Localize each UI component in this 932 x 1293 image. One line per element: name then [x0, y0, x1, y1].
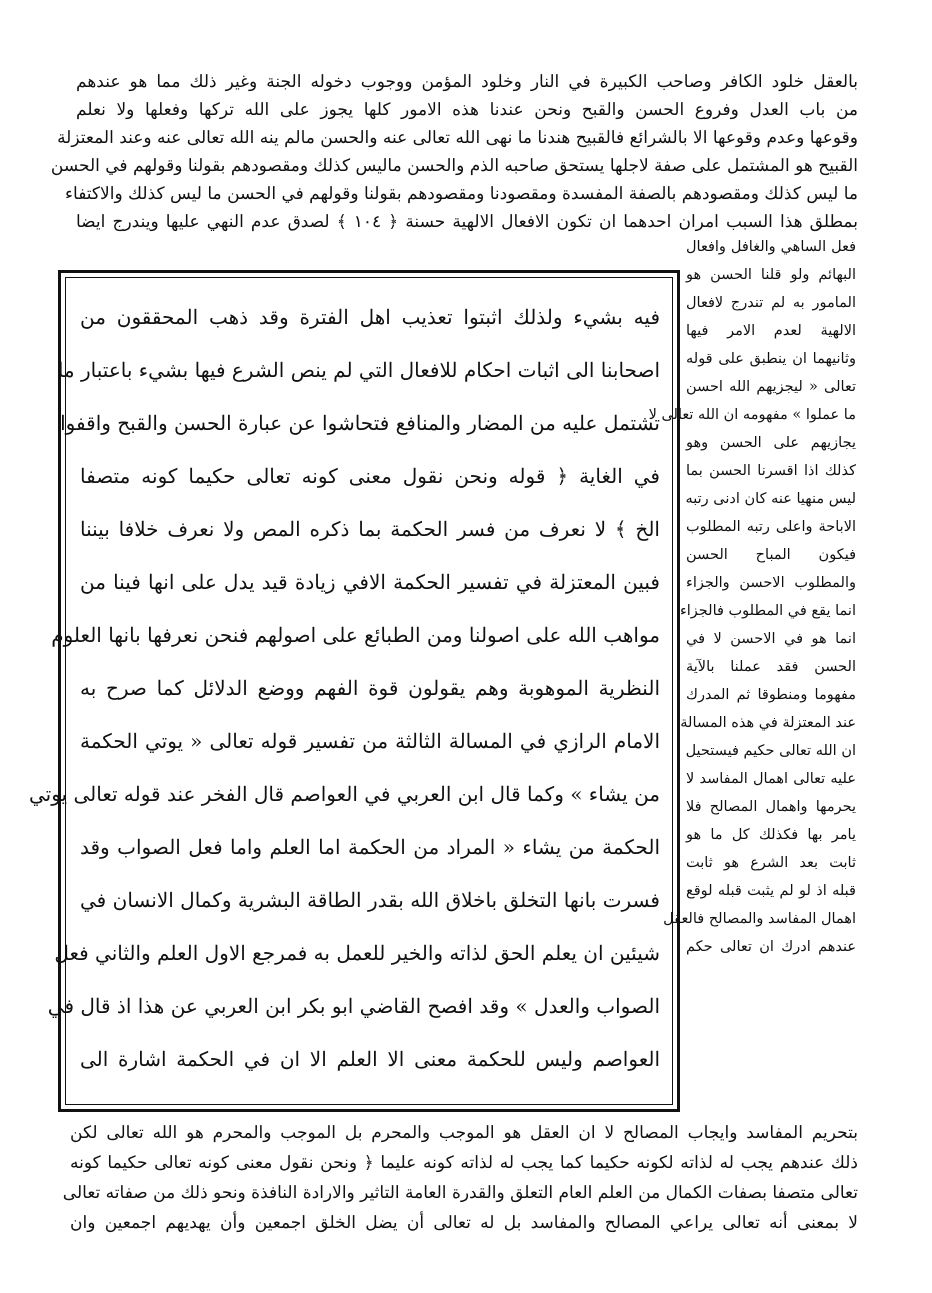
boxed-line: من يشاء » وكما قال ابن العربي في العواصم قال الفخر عند قوله تعالى يوتي [28, 782, 660, 806]
margin-line: انما يقع في المطلوب فالجزاء [679, 603, 856, 619]
margin-line: ان الله تعالى حكيم فيستحيل [685, 743, 856, 759]
top-line: بمطلق هذا السبب امران احدهما ان تكون الافعال الالهية حسنة ﴿ ١٠٤ ﴾ لصدق عدم النهي عليها ويندرج ايضا [76, 212, 858, 232]
margin-line: يجازيهم على الحسن وهو [686, 435, 856, 451]
margin-line: عندهم ادرك ان تعالى حكم [686, 939, 856, 955]
margin-line: يامر بها فكذلك كل ما هو [686, 827, 856, 843]
boxed-line: الخ ﴾ لا نعرف من فسر الحكمة بما ذكره المص ولا نعرف خلافا بيننا [80, 517, 660, 541]
boxed-line: فيه بشيء ولذلك اثبتوا تعذيب اهل الفترة وقد ذهب المحققون من [80, 305, 660, 329]
boxed-line: اصحابنا الى اثبات احكام للافعال التي لم ينص الشرع فيها بشيء باعتبار ما [57, 358, 660, 382]
bottom-line: ذلك عندهم يجب له لذاته لكونه حكيما كما يجب له لذاته كونه عليما ﴿ ونحن نقول معنى كونه تعالى حكيما كونه [70, 1153, 858, 1173]
margin-line: تعالى « ليجزيهم الله احسن [686, 379, 856, 395]
boxed-line: الصواب والعدل » وقد افصح القاضي ابو بكر ابن العربي عن هذا اذ قال في [47, 994, 660, 1018]
boxed-line: الحكمة من يشاء « المراد من الحكمة اما العلم واما فعل الصواب وقد [80, 835, 660, 859]
margin-line: الالهية لعدم الامر فيها [686, 323, 856, 339]
bottom-line: بتحريم المفاسد وايجاب المصالح لا ان العقل هو الموجب والمحرم بل الموجب والمحرم هو الله تعالى لكن [70, 1123, 858, 1143]
margin-line: فيكون المباح الحسن [686, 547, 856, 563]
boxed-line: فبين المعتزلة في تفسير الحكمة الافي زيادة قيد يدل على انها فينا من [80, 570, 660, 594]
margin-line: قبله اذ لو لم يثبت قبله لوقع [686, 883, 856, 899]
margin-line: فعل الساهي والغافل وافعال [686, 239, 856, 255]
boxed-line: مواهب الله على اصولنا ومن الطبائع على اصولهم فنحن نعرفها بانها العلوم [51, 623, 660, 647]
boxed-line: شيئين ان يعلم الحق لذاته والخير للعمل به فمرجع الاول العلم والثاني فعل [54, 941, 660, 965]
bottom-line: لا بمعنى أنه تعالى يراعي المصالح والمفاسد بل له تعالى أن يضل الخلق اجمعين وأن يهديهم اجمعين وان [70, 1213, 858, 1233]
boxed-line: الامام الرازي في المسالة الثالثة من تفسير قوله تعالى « يوتي الحكمة [80, 729, 660, 753]
margin-line: والمطلوب الاحسن والجزاء [686, 575, 856, 591]
margin-line: اهمال المفاسد والمصالح فالعقل [663, 911, 856, 927]
margin-line: وثانيهما ان ينطبق على قوله [686, 351, 856, 367]
margin-line: كذلك اذا اقسرنا الحسن بما [686, 463, 856, 479]
margin-line: الحسن فقد عملنا بالآية [686, 659, 856, 675]
margin-line: مفهوما ومنطوقا ثم المدرك [686, 687, 856, 703]
top-line: القبيح هو المشتمل على صفة لاجلها يستحق صاحبه الذم والحسن ماليس كذلك ومقصودهم بقولنا وقولهم في الحسن [50, 156, 858, 176]
boxed-line: في الغاية ﴿ قوله ونحن نقول معنى كونه تعالى حكيما كونه متصفا [80, 464, 660, 488]
top-line: بالعقل خلود الكافر وصاحب الكبيرة في النار وخلود المؤمن ووجوب دخوله الجنة وغير ذلك مما هو عندهم [76, 72, 858, 92]
margin-line: انما هو في الاحسن لا في [686, 631, 856, 647]
top-line: وقوعها وعدم وقوعها الا بالشرائع فالقبيح هندنا ما نهى الله تعالى عنه والحسن مالم ينه الله تعالى عنه وعند المعتزلة [57, 128, 858, 148]
boxed-line: تشتمل عليه من المضار والمنافع فتحاشوا عن عبارة الحسن والقبح واقفوا [60, 411, 660, 435]
margin-line: البهائم ولو قلنا الحسن هو [686, 267, 856, 283]
margin-line: يحرمها واهمال المصالح فلا [686, 799, 856, 815]
margin-line: عند المعتزلة في هذه المسالة [680, 715, 856, 731]
margin-line: ثابت بعد الشرع هو ثابت [686, 855, 856, 871]
margin-line: ما عملوا » مفهومه ان الله تعالى لا [648, 407, 856, 423]
margin-line: المامور به لم تندرج لافعال [686, 295, 856, 311]
bottom-line: تعالى متصفا بصفات الكمال من العلم العام التعلق والقدرة العامة التاثير والارادة النافذة ونحو ذلك من صفاته تعالى [62, 1183, 858, 1203]
margin-line: ليس منهيا عنه كان ادنى رتبه [685, 491, 856, 507]
boxed-line: العواصم وليس للحكمة معنى الا العلم الا ان في الحكمة اشارة الى [80, 1047, 660, 1071]
margin-line: الاباحة واعلى رتبه المطلوب [686, 519, 856, 535]
top-line: ما ليس كذلك ومقصودهم بالصفة المفسدة ومقصودنا ومقصودهم بقولنا وقولهم في الحسن ما ليس كذلك والاكتفاء [65, 184, 858, 204]
boxed-line: النظرية الموهوبة وهم يقولون قوة الفهم ووضع الدلائل كما صرح به [80, 676, 660, 700]
margin-line: عليه تعالى اهمال المفاسد لا [686, 771, 856, 787]
boxed-line: فسرت بانها التخلق باخلاق الله بقدر الطاقة البشرية وكمال الانسان في [80, 888, 660, 912]
top-line: من باب العدل وفروع الحسن والقبح ونحن عندنا هذه الامور كلها يجوز على الله تركها وفعلها ولا نعلم [76, 100, 858, 120]
